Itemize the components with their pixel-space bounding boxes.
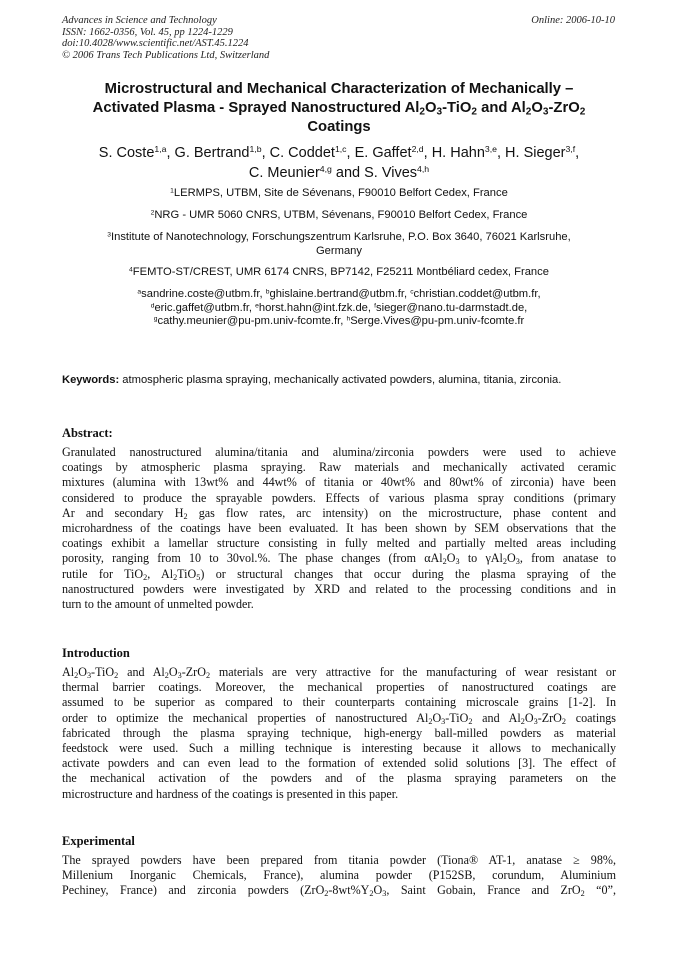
abstract-body: Granulated nanostructured alumina/titania and alumina/zirconia powders were used to achieve coatings by atmospheric plasma spraying. Raw materials and mechanically activated ceramic mixtures (alumina with 13wt% and 44wt% of titania or 40wt% and 80wt% of zirconia) have been considered to produce the sprayable powders. Effects of various plasma spray conditions (primary Ar and secondary $H_2$ gas flow rates, arc intensity) on the microstructure, phase content and microhardness of the coatings have been evaluated. It has been shown by SEM observations that the coatings exhibit a lamellar structure consisting in fully melted and partially melted areas including porosity, ranging from 10 to 30vol.%. The phase changes (from $\alpha Al_2O_3$ to $\gamma Al_2O_3$, from anatase to rutile for TiO$_2$, $Al_2TiO_5$) or structural changes that occur during the plasma spraying of the nanostructured powders were investigated by XRD and related to the processing conditions and in turn to the amount of unmelted powder. (62, 445, 616, 612)
journal-doi: doi:10.4028/www.scientific.net/AST.45.1224 (62, 38, 249, 49)
affiliation-4: $^4$FEMTO-ST/CREST, UMR 6174 CNRS, BP7142, F25211 Montbéliard cedex, France (129, 266, 549, 278)
keywords (62, 374, 616, 388)
abstract-heading: Abstract: (62, 426, 113, 440)
affiliation-1: $^1$LERMPS, UTBM, Site de Sévenans, F90010 Belfort Cedex, France (170, 187, 508, 199)
affiliation-3: $^3$Institute of Nanotechnology, Forschungszentrum Karlsruhe, P.O. Box 3640, 76021 Karlsruhe, Germany (107, 231, 571, 257)
email: $^b$ghislaine.bertrand@utbm.fr, (265, 288, 411, 300)
author: H. Hahn$^{3,e}$, (431, 144, 506, 161)
journal-name: Advances in Science and Technology (62, 15, 217, 26)
introduction-heading: Introduction (62, 646, 130, 660)
author: H. Sieger$^{3,f}$, (505, 144, 580, 161)
author: C. Meunier$^{4,g}$ and (248, 164, 365, 181)
keywords-label: Keywords: (62, 374, 120, 386)
journal-issn: ISSN: 1662-0356, Vol. 45, pp 1224-1229 (62, 26, 233, 38)
journal-info (62, 15, 269, 61)
email: $^a$sandrine.coste@utbm.fr, (137, 288, 266, 300)
email: $^d$eric.gaffet@utbm.fr, (150, 301, 256, 314)
author: G. Bertrand$^{1,b}$, (174, 144, 270, 161)
author-line-1 (40, 143, 638, 163)
affiliation-2: $^2$NRG - UMR 5060 CNRS, UTBM, Sévenans, F90010 Belfort Cedex, France (150, 209, 528, 221)
paper-title (62, 80, 616, 137)
author: S. Coste$^{1,a}$, (98, 144, 175, 161)
keywords-text: atmospheric plasma spraying, mechanically activated powders, alumina, titania, zirconia. (119, 374, 562, 386)
author: C. Coddet$^{1,c}$, (269, 144, 355, 161)
email: $^f$sieger@nano.tu-darmstadt.de, (374, 301, 528, 314)
email: $^g$cathy.meunier@pu-pm.univ-fcomte.fr, (153, 315, 347, 327)
email: $^c$christian.coddet@utbm.fr, (410, 288, 541, 300)
journal-copyright: © 2006 Trans Tech Publications Ltd, Switzerland (62, 49, 270, 61)
experimental-heading: Experimental (62, 834, 135, 848)
experimental-body: The sprayed powders have been prepared from titania powder (Tiona® AT-1, anatase ≥ 98%, Millenium Inorganic Chemicals, France), alumina powder (P152SB, corundum, Aluminium Pechiney, France) and zirconia powders ($ZrO_2-8wt\%Y_2O_3$, Saint Gobain, France and ZrO$_2$ “0”, (62, 853, 616, 899)
title-line-2: Activated Plasma - Sprayed Nanostructured $Al_2O_3-TiO_2$ and $Al_2O_3-ZrO_2$ (92, 100, 586, 118)
author-line-2 (40, 163, 638, 183)
author-list (40, 143, 638, 183)
title-line-1: Microstructural and Mechanical Characterization of Mechanically – (104, 81, 574, 97)
email-list (62, 288, 616, 329)
author: E. Gaffet$^{2,d}$, (354, 144, 432, 161)
email: $^h$Serge.Vives@pu-pm.univ-fcomte.fr (346, 315, 525, 327)
author: S. Vives$^{4,h}$ (364, 164, 430, 181)
email: $^e$horst.hahn@int.fzk.de, (255, 301, 375, 314)
online-date: Online: 2006-10-10 (531, 15, 615, 26)
title-line-3: Coatings (307, 119, 371, 135)
introduction-body: $Al_2O_3-TiO_2$ and $Al_2O_3-ZrO_2$ materials are very attractive for the manufacturing of wear resistant or thermal barrier coatings. Moreover, the mechanical properties of nanostructured coatings are assumed to be superior as compared to their counterparts containing microscale grains [1-2]. In order to optimize the mechanical properties of nanostructured $Al_2O_3-TiO_2$ and $Al_2O_3-ZrO_2$ coatings fabricated through the plasma spraying technique, high-energy ball-milled powders as material feedstock were used. Such a milling technique is interesting because it allows to mechanically activate powders and can even lead to the formation of extended solid solutions [3]. The effect of the mechanical activation of the powders and of the plasma spraying parameters on the microstructure and hardness of the coatings is presented in this paper. (62, 665, 617, 801)
